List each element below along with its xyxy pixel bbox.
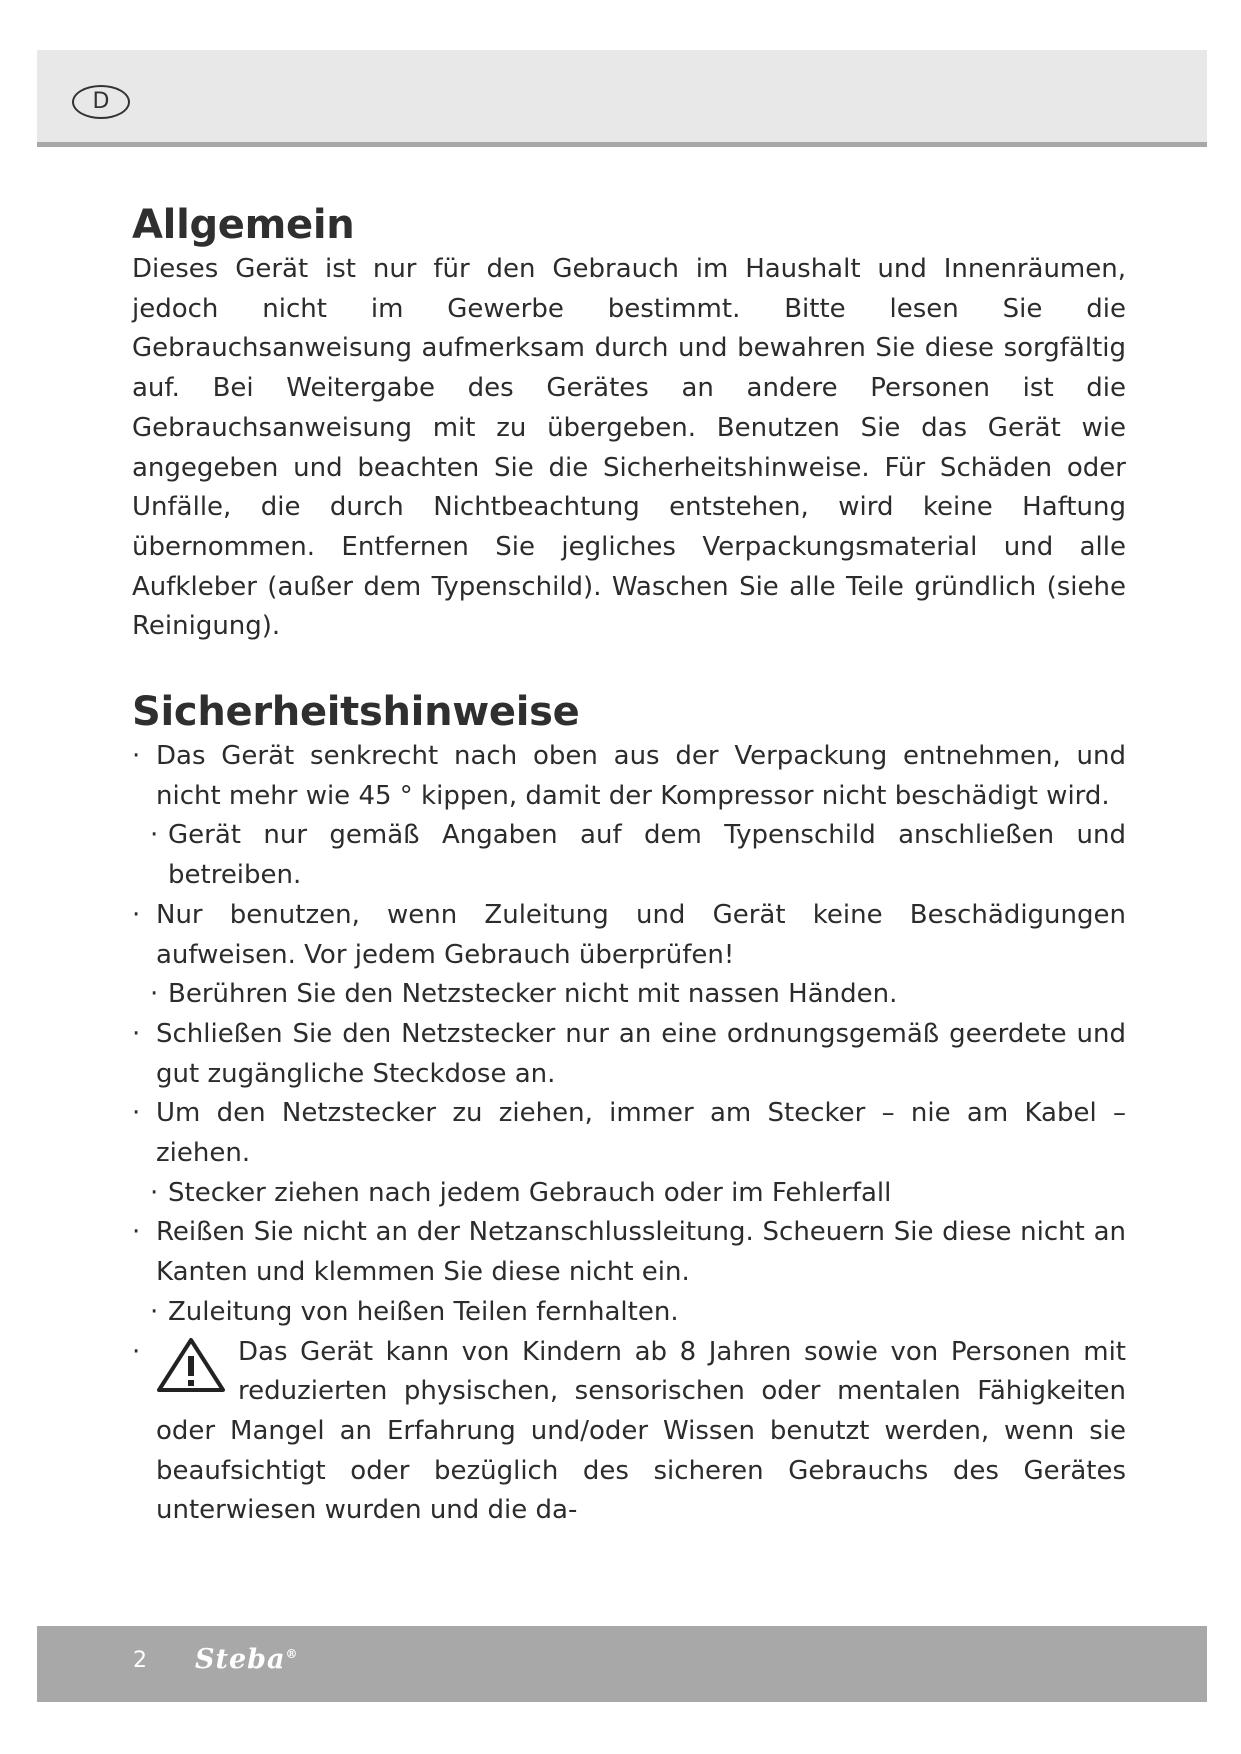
general-heading: Allgemein (132, 202, 355, 248)
bullet: · (132, 1098, 141, 1129)
list-item: · Das Gerät senkrecht nach oben aus der Verpackung entnehmen, und nicht mehr wie 45 ° kippen, damit der Kompressor nicht beschädigt wird. (132, 737, 1126, 816)
bullet: · (132, 1336, 141, 1367)
bullet: · (132, 1018, 141, 1049)
list-item: · Schließen Sie den Netzstecker nur an eine ordnungsgemäß geerdete und gut zugängliche Steckdose an. (132, 1015, 1126, 1094)
page-header (37, 50, 1207, 147)
safety-heading: Sicherheitshinweise (132, 689, 580, 736)
bullet: · (150, 820, 159, 851)
list-item: · Stecker ziehen nach jedem Gebrauch oder im Fehlerfall (132, 1174, 1126, 1214)
brand-logo: Steba® (195, 1644, 299, 1675)
bullet: · (132, 1217, 141, 1248)
bullet: · (132, 741, 141, 772)
bullet: · (150, 1177, 159, 1208)
bullet: · (150, 979, 159, 1010)
list-item: · Gerät nur gemäß Angaben auf dem Typenschild anschließen und betreiben. (132, 816, 1126, 895)
list-item: · Um den Netzstecker zu ziehen, immer am Stecker – nie am Kabel – ziehen. (132, 1094, 1126, 1173)
general-text: Dieses Gerät ist nur für den Gebrauch im Haushalt und Innenräumen, jedoch nicht im Gewerbe bestimmt. Bitte lesen Sie die Gebrauchsanweisung aufmerksam durch und bewahren Sie diese sorgfältig auf. Bei Weitergabe des Gerätes an andere Personen ist die Gebrauchsanweisung mit zu übergeben. Benutzen Sie das Gerät wie angegeben und beachten Sie die Sicherheitshinweise. Für Schäden oder Unfälle, die durch Nichtbeachtung entstehen, wird keine Haftung übernommen. Entfernen Sie jegliches Verpackungsmaterial und alle Aufkleber (außer dem Typenschild). Waschen Sie alle Teile gründlich (siehe Reinigung). (132, 254, 1126, 642)
warning-triangle-icon (156, 1337, 226, 1393)
list-item: · Zuleitung von heißen Teilen fernhalten. (132, 1293, 1126, 1333)
page-number: 2 (133, 1648, 147, 1673)
bullet: · (132, 899, 141, 930)
list-item: · Berühren Sie den Netzstecker nicht mit nassen Händen. (132, 975, 1126, 1015)
list-item: · Nur benutzen, wenn Zuleitung und Gerät keine Beschädigungen aufweisen. Vor jedem Gebrauch überprüfen! (132, 896, 1126, 975)
list-item: · Das Gerät kann von Kindern ab 8 Jahren sowie von Personen mit reduzierten physischen, sensorischen oder mentalen Fähigkeiten oder Mangel an Erfahrung und/oder Wissen benutzt werden, wenn sie beaufsichtigt oder bezüglich des sicheren Gebrauchs des Gerätes unterwiesen wurden und die da- (132, 1333, 1126, 1532)
bullet: · (150, 1296, 159, 1327)
language-badge: D (72, 85, 130, 119)
list-item: · Reißen Sie nicht an der Netzanschlussleitung. Scheuern Sie diese nicht an Kanten und klemmen Sie diese nicht ein. (132, 1213, 1126, 1292)
safety-list (132, 737, 1126, 1531)
page-content (132, 200, 1126, 1531)
page-footer (37, 1626, 1207, 1702)
